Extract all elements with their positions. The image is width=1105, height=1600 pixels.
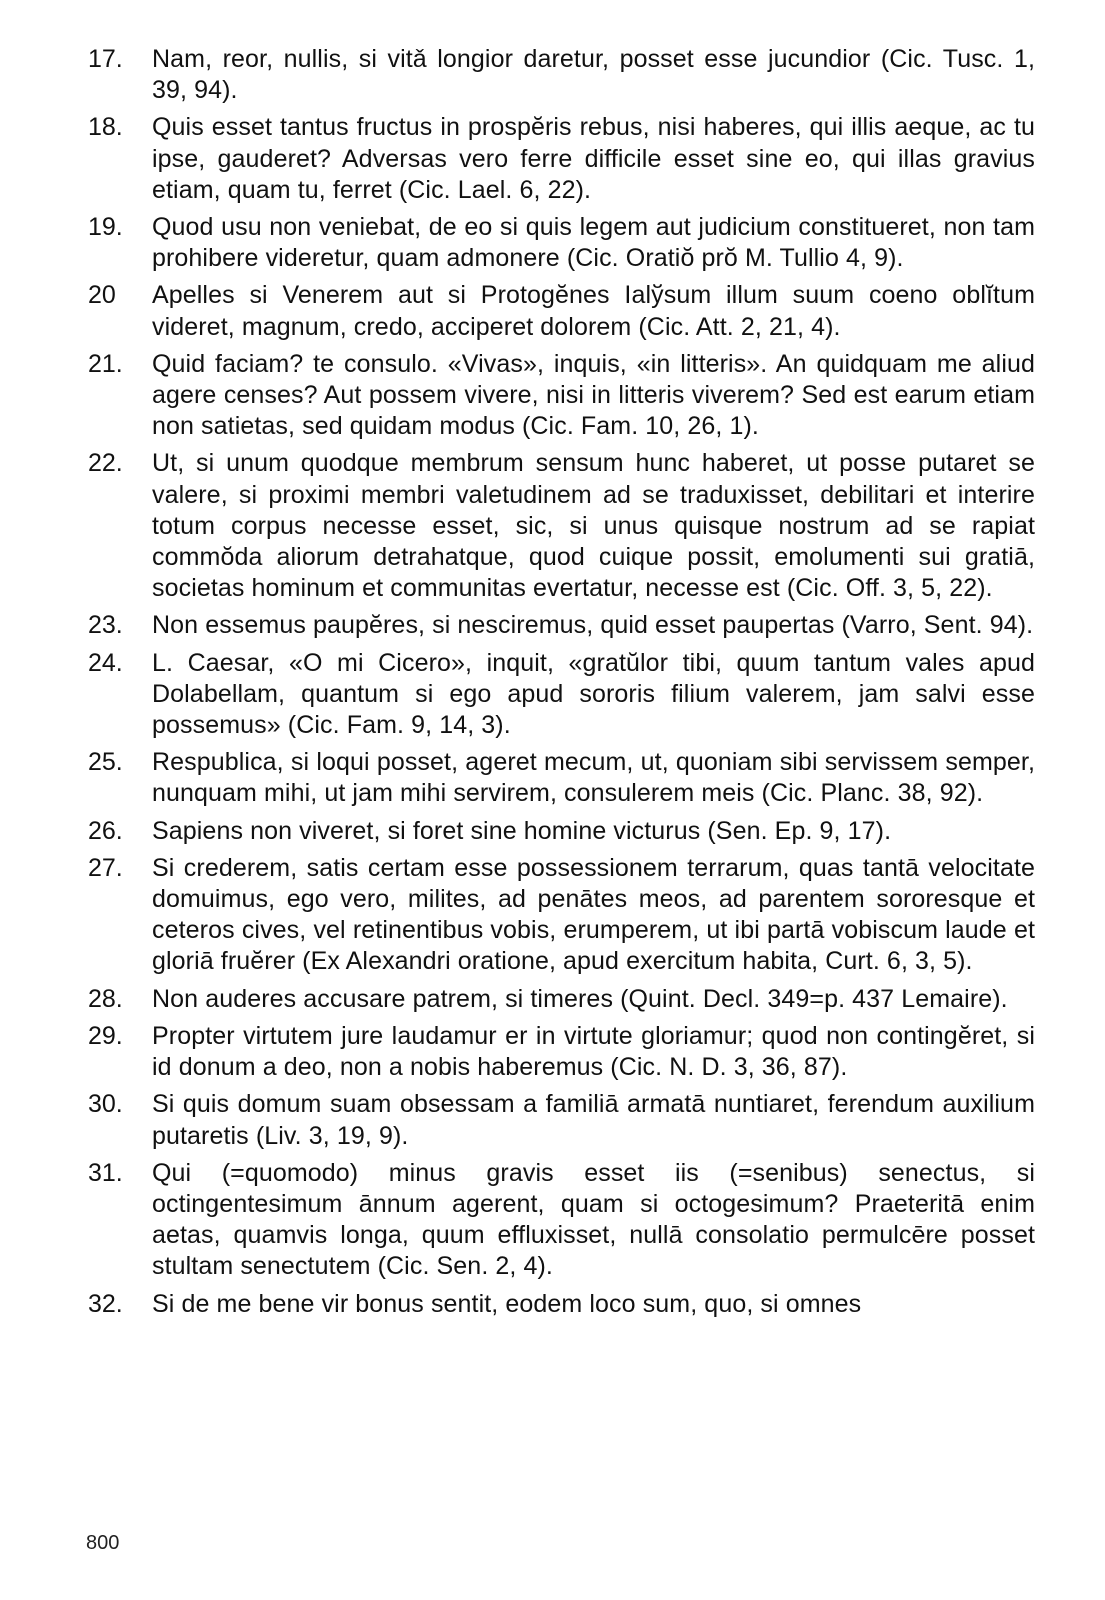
sentence-entry [88, 747, 1035, 809]
sentence-number: 29. [88, 1021, 123, 1050]
sentence-text: Si quis domum suam obsessam a familiā armatā nuntiaret, ferendum auxilium putaretis (Liv. 3, 19, 9). [152, 1090, 1035, 1150]
sentence-number: 20 [88, 281, 116, 310]
sentence-number: 30. [88, 1090, 123, 1119]
sentence-entry [88, 112, 1035, 206]
sentence-number: 24. [88, 648, 123, 677]
sentence-number: 17. [88, 45, 123, 73]
sentence-entry [88, 44, 1035, 106]
page-number: 800 [86, 1532, 120, 1554]
sentence-text: Non auderes accusare patrem, si timeres (Quint. Decl. 349=p. 437 Lemaire). [152, 984, 1008, 1013]
sentence-list [88, 44, 1035, 1320]
sentence-text: Sapiens non viveret, si foret sine homine victurus (Sen. Ep. 9, 17). [152, 816, 892, 845]
sentence-entry [88, 280, 1035, 342]
sentence-text: Si de me bene vir bonus sentit, eodem loco sum, quo, si omnes [152, 1289, 862, 1318]
sentence-number: 23. [88, 611, 123, 640]
sentence-number: 28. [88, 984, 123, 1013]
sentence-number: 21. [88, 349, 123, 378]
sentence-entry [88, 448, 1035, 604]
sentence-number: 32. [88, 1289, 123, 1318]
sentence-entry [88, 984, 1035, 1015]
sentence-text: Apelles si Venerem aut si Protogĕnes Ialўsum illum suum coeno oblĭtum videret, magnum, credo, acciperet dolorem (Cic. Att. 2, 21, 4). [152, 281, 1035, 341]
sentence-number: 26. [88, 816, 123, 845]
sentence-entry [88, 816, 1035, 847]
sentence-text: Quis esset tantus fructus in prospĕris rebus, nisi haberes, qui illis aeque, ac tu ipse, gauderet? Adversas vero ferre difficile esset sine eo, qui illas gravius etiam, quam tu, ferret (Cic. Lael. 6, 22). [152, 113, 1035, 204]
sentence-text: Quid faciam? te consulo. «Vivas», inquis, «in litteris». An quidquam me aliud agere censes? Aut possem vivere, nisi in litteris viverem? Sed est earum etiam non satietas, sed quidam modus (Cic. Fam. 10, 26, 1). [152, 349, 1035, 441]
sentence-number: 31. [88, 1158, 123, 1187]
sentence-number: 19. [88, 213, 123, 242]
sentence-entry [88, 853, 1035, 978]
sentence-number: 27. [88, 853, 123, 882]
sentence-text: L. Caesar, «O mi Cicero», inquit, «gratŭlor tibi, quum tantum vales apud Dolabellam, quantum si ego apud sororis filium valerem, jam salvi esse possemus» (Cic. Fam. 9, 14, 3). [152, 648, 1035, 740]
sentence-number: 25. [88, 748, 123, 777]
sentence-entry [88, 610, 1035, 641]
sentence-entry [88, 349, 1035, 443]
sentence-entry [88, 1021, 1035, 1083]
sentence-entry [88, 212, 1035, 274]
sentence-entry [88, 648, 1035, 742]
sentence-entry [88, 1289, 1035, 1320]
sentence-text: Qui (=quomodo) minus gravis esset iis (=senibus) senectus, si octingentesimum ānnum agerent, quam si octogesimum? Praeteritā enim aetas, quamvis longa, quum effluxisset, nullā consolatio permulcēre posset stultam senectutem (Cic. Sen. 2, 4). [152, 1158, 1035, 1281]
sentence-number: 22. [88, 449, 123, 478]
sentence-text: Propter virtutem jure laudamur er in virtute gloriamur; quod non contingĕret, si id donum a deo, non a nobis haberemus (Cic. N. D. 3, 36, 87). [152, 1021, 1035, 1082]
sentence-text: Non essemus paupĕres, si nesciremus, quid esset paupertas (Varro, Sent. 94). [152, 611, 1034, 640]
sentence-entry [88, 1158, 1035, 1283]
sentence-text: Si crederem, satis certam esse possessionem terrarum, quas tantā velocitate domuimus, ego vero, milites, ad penātes meos, ad parentem sororesque et ceteros cives, vel retinentibus vobis, erumperem, ut ibi partā vobiscum laude et gloriā fruĕrer (Ex Alexandri oratione, apud exercitum habita, Curt. 6, 3, 5). [152, 853, 1035, 976]
sentence-entry [88, 1089, 1035, 1151]
sentence-text: Quod usu non veniebat, de eo si quis legem aut judicium constitueret, non tam prohibere videretur, quam admonere (Cic. Oratiŏ prŏ M. Tullio 4, 9). [152, 213, 1035, 273]
sentence-text: Respublica, si loqui posset, ageret mecum, ut, quoniam sibi servissem semper, nunquam mihi, ut jam mihi servirem, consulerem meis (Cic. Planc. 38, 92). [152, 748, 1035, 808]
sentence-text: Ut, si unum quodque membrum sensum hunc haberet, ut posse putaret se valere, si proximi membri valetudinem ad se traduxisset, debilitari et interire totum corpus necesse esset, sic, si unus quisque nostrum ad se rapiat commŏda aliorum detrahatque, quod cuique possit, emolumenti sui gratiā, societas hominum et communitas evertatur, necesse est (Cic. Off. 3, 5, 22). [152, 449, 1035, 603]
sentence-number: 18. [88, 113, 123, 142]
sentence-text: Nam, reor, nullis, si vitǎ longior daretur, posset esse jucundior (Cic. Tusc. 1, 39, 94). [152, 45, 1035, 105]
